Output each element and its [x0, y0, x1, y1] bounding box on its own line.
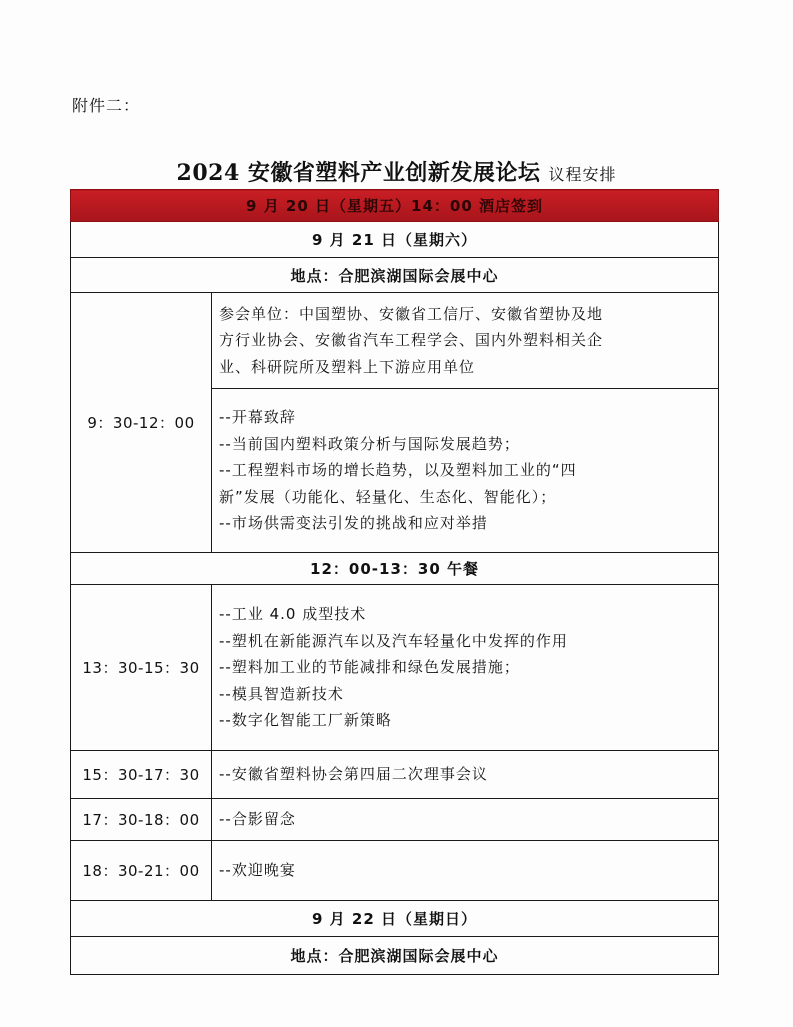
session1-participants [212, 293, 719, 389]
table-row [71, 799, 719, 841]
day1-location: 地点：合肥滨湖国际会展中心 [71, 258, 719, 293]
agenda-item: --塑料加工业的节能减排和绿色发展措施； [219, 658, 520, 677]
table-row [71, 901, 719, 937]
title-sub: 议程安排 [548, 165, 617, 184]
participants-line: 方行业协会、安徽省汽车工程学会、国内外塑料相关企 [219, 331, 604, 350]
lunch-break: 12：00-13：30 午餐 [71, 553, 719, 585]
attachment-label: 附件二： [72, 96, 141, 115]
table-row [71, 553, 719, 585]
participants-line: 参会单位：中国塑协、安徽省工信厅、安徽省塑协及地 [219, 304, 604, 323]
agenda-item: --当前国内塑料政策分析与国际发展趋势； [219, 434, 520, 453]
session2-items [212, 585, 719, 751]
session5-item: --欢迎晚宴 [212, 841, 719, 901]
participants-line: 业、科研院所及塑料上下游应用单位 [219, 357, 476, 376]
table-row [71, 258, 719, 293]
day2-location: 地点：合肥滨湖国际会展中心 [71, 937, 719, 975]
agenda-item: --工业 4.0 成型技术 [219, 605, 367, 624]
session3-item: --安徽省塑料协会第四届二次理事会议 [212, 751, 719, 799]
table-row [71, 293, 719, 389]
agenda-item: --工程塑料市场的增长趋势，以及塑料加工业的“四 [219, 461, 577, 480]
agenda-item: 新”发展（功能化、轻量化、生态化、智能化）； [219, 487, 557, 506]
title-main: 2024 安徽省塑料产业创新发展论坛 [176, 160, 541, 186]
session3-time: 15：30-17：30 [71, 751, 212, 799]
session1-time: 9：30-12：00 [71, 293, 212, 553]
session4-item: --合影留念 [212, 799, 719, 841]
document-title [0, 156, 793, 187]
table-row [71, 190, 719, 222]
table-row [71, 841, 719, 901]
agenda-item: --塑机在新能源汽车以及汽车轻量化中发挥的作用 [219, 631, 568, 650]
table-row [71, 222, 719, 258]
session1-items [212, 389, 719, 553]
table-row [71, 937, 719, 975]
day2-date: 9 月 22 日（星期日） [71, 901, 719, 937]
agenda-table [70, 189, 719, 975]
checkin-banner: 9 月 20 日（星期五）14：00 酒店签到 [71, 190, 719, 222]
agenda-item: --模具智造新技术 [219, 684, 344, 703]
session2-time: 13：30-15：30 [71, 585, 212, 751]
table-row [71, 585, 719, 751]
day1-date: 9 月 21 日（星期六） [71, 222, 719, 258]
session4-time: 17：30-18：00 [71, 799, 212, 841]
agenda-item: --开幕致辞 [219, 408, 296, 427]
table-row [71, 751, 719, 799]
agenda-item: --市场供需变法引发的挑战和应对举措 [219, 514, 488, 533]
session5-time: 18：30-21：00 [71, 841, 212, 901]
agenda-item: --数字化智能工厂新策略 [219, 711, 392, 730]
